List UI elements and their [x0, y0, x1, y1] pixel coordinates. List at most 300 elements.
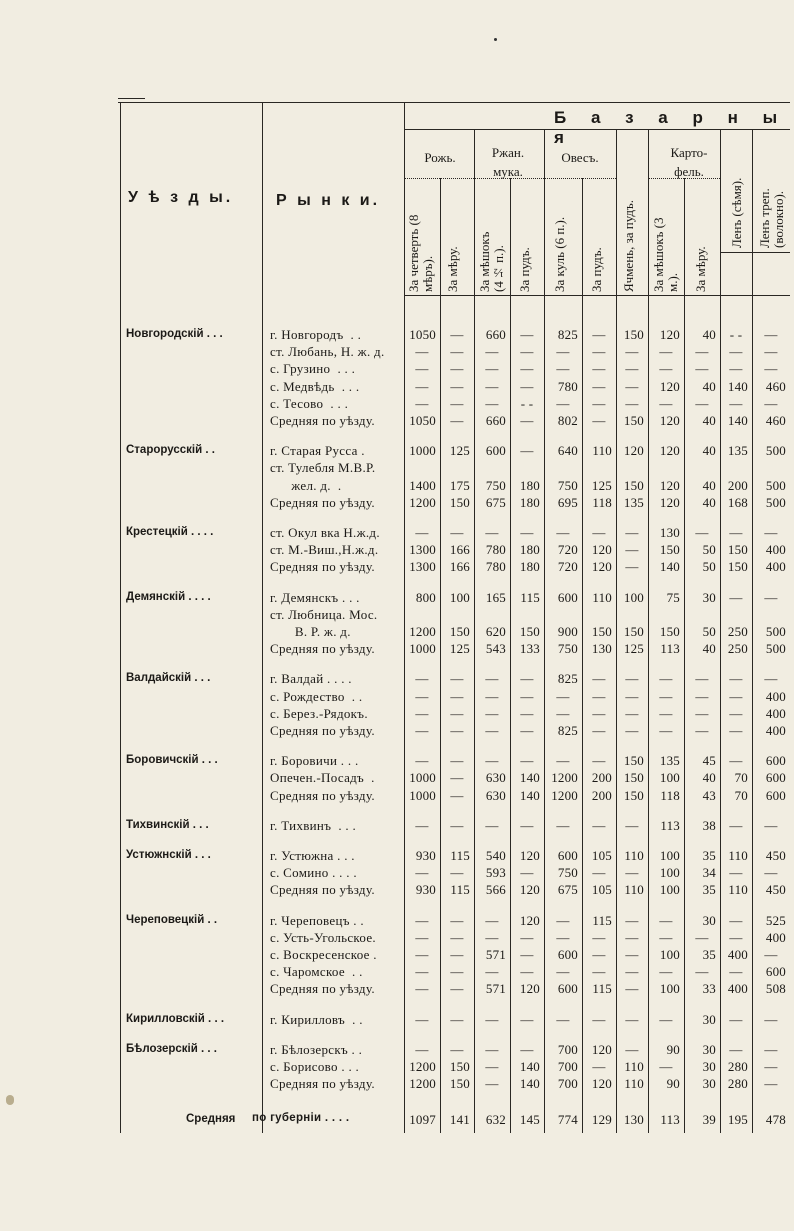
value-cell: —: [729, 395, 743, 411]
value-cell: 118: [660, 787, 680, 803]
subheader-muka-pud: За пудъ.: [517, 247, 532, 292]
value-cell: —: [729, 964, 743, 980]
value-cell: 45: [702, 753, 716, 769]
value-cell: —: [729, 817, 743, 833]
value-cell: —: [520, 964, 534, 980]
value-cell: 40: [702, 327, 716, 342]
market-name: Средняя по уѣзду.: [270, 494, 375, 510]
value-cell: 500: [765, 494, 786, 510]
value-cell: 120: [623, 443, 644, 459]
value-cell: 140: [519, 787, 540, 803]
value-cell: 180: [519, 494, 540, 510]
value-cell: —: [659, 688, 673, 704]
value-cell: —: [592, 525, 606, 540]
value-cell: —: [592, 817, 606, 833]
value-cell: 110: [624, 1076, 644, 1092]
market-name: с. Рождество . .: [270, 688, 363, 704]
value-cell: 400: [727, 981, 748, 997]
value-cell: —: [415, 865, 429, 881]
subheader-len-trep: Ленъ треп. (волокно).: [757, 188, 786, 248]
value-cell: —: [764, 361, 778, 377]
market-name: г. Новгородъ . .: [270, 327, 362, 342]
value-cell: 675: [557, 882, 578, 898]
value-cell: 133: [519, 641, 540, 657]
value-cell: —: [556, 705, 570, 721]
value-cell: 1200: [409, 624, 436, 639]
value-cell: —: [764, 1076, 778, 1092]
market-name: с. Тесово . . .: [270, 395, 349, 411]
value-cell: 1200: [551, 770, 578, 786]
value-cell: —: [556, 929, 570, 945]
value-cell: 632: [485, 1112, 506, 1128]
value-cell: 145: [519, 1112, 540, 1128]
value-cell: —: [729, 671, 743, 687]
uezd-name: Кирилловскій . . .: [126, 1012, 225, 1025]
value-cell: 825: [557, 327, 578, 342]
value-cell: —: [520, 929, 534, 945]
value-cell: 140: [519, 1059, 540, 1074]
value-cell: 750: [485, 477, 506, 493]
value-cell: —: [415, 1041, 429, 1057]
value-cell: —: [764, 1059, 778, 1074]
value-cell: 280: [727, 1076, 748, 1092]
value-cell: —: [485, 723, 499, 738]
value-cell: 38: [702, 817, 716, 833]
value-cell: 115: [450, 882, 470, 898]
value-cell: —: [625, 671, 639, 687]
value-cell: 40: [702, 477, 716, 493]
market-name: г. Валдай . . . .: [270, 671, 352, 687]
value-cell: 40: [702, 770, 716, 786]
value-cell: —: [592, 327, 606, 342]
value-cell: —: [415, 981, 429, 997]
value-cell: 130: [591, 641, 612, 657]
value-cell: 400: [765, 688, 786, 704]
market-name: с. Усть-Угольское.: [270, 929, 376, 945]
market-name: с. Берез.-Рядокъ.: [270, 705, 368, 721]
value-cell: —: [450, 912, 464, 928]
value-cell: —: [764, 525, 778, 540]
value-cell: 150: [659, 624, 680, 639]
value-cell: —: [556, 753, 570, 769]
value-cell: —: [556, 525, 570, 540]
value-cell: —: [556, 964, 570, 980]
value-cell: —: [485, 361, 499, 377]
value-cell: 120: [519, 882, 540, 898]
value-cell: 720: [557, 542, 578, 558]
value-cell: 100: [623, 589, 644, 605]
value-cell: —: [592, 964, 606, 980]
value-cell: —: [556, 688, 570, 704]
value-cell: —: [415, 929, 429, 945]
market-name: г. Череповецъ . .: [270, 912, 364, 928]
market-name: г. Бѣлозерскъ . .: [270, 1041, 363, 1057]
value-cell: 930: [415, 882, 436, 898]
value-cell: 141: [449, 1112, 470, 1128]
value-cell: —: [729, 344, 743, 360]
value-cell: 30: [702, 1041, 716, 1057]
value-cell: —: [485, 1059, 499, 1074]
market-name: с. Чаромское . .: [270, 964, 363, 980]
value-cell: —: [625, 723, 639, 738]
value-cell: —: [592, 947, 606, 962]
value-cell: 129: [591, 1112, 612, 1128]
value-cell: —: [450, 1011, 464, 1027]
value-cell: 800: [415, 589, 436, 605]
value-cell: 600: [765, 964, 786, 980]
value-cell: 150: [623, 477, 644, 493]
value-cell: 100: [659, 882, 680, 898]
value-cell: —: [625, 542, 639, 558]
value-cell: —: [592, 344, 606, 360]
value-cell: —: [415, 912, 429, 928]
header-uezdy: У ѣ з д ы.: [128, 189, 234, 206]
value-cell: —: [520, 817, 534, 833]
value-cell: —: [485, 753, 499, 769]
value-cell: 130: [659, 525, 680, 540]
value-cell: —: [592, 378, 606, 394]
value-cell: 1050: [409, 327, 436, 342]
value-cell: 780: [485, 542, 506, 558]
value-cell: 500: [765, 443, 786, 459]
value-cell: —: [625, 344, 639, 360]
value-cell: —: [450, 723, 464, 738]
value-cell: 166: [449, 559, 470, 575]
value-cell: —: [450, 865, 464, 881]
value-cell: —: [450, 787, 464, 803]
market-name: Средняя по уѣзду.: [270, 641, 375, 657]
subheader-yachmen: Ячмень, за пудъ.: [621, 200, 636, 292]
value-cell: —: [764, 671, 778, 687]
value-cell: 400: [765, 929, 786, 945]
value-cell: —: [592, 1059, 606, 1074]
value-cell: 500: [765, 477, 786, 493]
value-cell: —: [520, 865, 534, 881]
value-cell: 70: [734, 787, 748, 803]
value-cell: 600: [557, 589, 578, 605]
table-top-rule: [118, 102, 790, 103]
value-cell: —: [520, 525, 534, 540]
value-cell: —: [592, 1011, 606, 1027]
header-rule-4: [720, 252, 790, 253]
value-cell: 135: [659, 753, 680, 769]
value-cell: 105: [591, 882, 612, 898]
value-cell: 543: [485, 641, 506, 657]
value-cell: —: [625, 525, 639, 540]
value-cell: —: [729, 929, 743, 945]
market-name: г. Устюжна . . .: [270, 848, 355, 863]
table-left-rule: [120, 102, 121, 1133]
value-cell: —: [485, 817, 499, 833]
value-cell: —: [695, 723, 709, 738]
value-cell: 100: [449, 589, 470, 605]
value-cell: 150: [659, 542, 680, 558]
value-cell: —: [764, 817, 778, 833]
value-cell: 120: [519, 912, 540, 928]
value-cell: 180: [519, 477, 540, 493]
value-cell: 50: [702, 559, 716, 575]
value-cell: —: [450, 705, 464, 721]
market-name: ст. Окул вка Н.ж.д.: [270, 525, 380, 540]
value-cell: 400: [765, 542, 786, 558]
header-group-oves: Овесъ.: [561, 150, 599, 165]
value-cell: —: [450, 344, 464, 360]
value-cell: 100: [659, 865, 680, 881]
value-cell: 195: [727, 1112, 748, 1128]
value-cell: 115: [592, 912, 612, 928]
value-cell: 30: [702, 1059, 716, 1074]
value-cell: 100: [659, 947, 680, 962]
value-cell: 125: [623, 641, 644, 657]
value-cell: 30: [702, 912, 716, 928]
value-cell: —: [450, 378, 464, 394]
value-cell: 200: [591, 787, 612, 803]
value-cell: 120: [519, 848, 540, 863]
value-cell: —: [450, 981, 464, 997]
value-cell: —: [415, 705, 429, 721]
market-column-rule: [262, 102, 263, 1133]
value-cell: 35: [702, 947, 716, 962]
value-cell: 450: [765, 848, 786, 863]
value-cell: 1200: [409, 1076, 436, 1092]
value-cell: 140: [519, 1076, 540, 1092]
value-cell: 200: [591, 770, 612, 786]
value-cell: —: [556, 1011, 570, 1027]
value-cell: —: [485, 929, 499, 945]
market-name: Средняя по уѣзду.: [270, 559, 375, 575]
value-cell: 825: [557, 723, 578, 738]
market-name: ст. Любница. Мос.: [270, 606, 378, 622]
uezd-name: Череповецкій . .: [126, 913, 218, 926]
market-name: г. Боровичи . . .: [270, 753, 359, 769]
value-cell: 120: [659, 378, 680, 394]
value-cell: 600: [557, 947, 578, 962]
value-cell: 120: [659, 413, 680, 428]
value-cell: 140: [727, 378, 748, 394]
value-cell: 125: [449, 641, 470, 657]
value-cell: 40: [702, 641, 716, 657]
value-cell: —: [625, 817, 639, 833]
value-cell: 120: [659, 327, 680, 342]
value-cell: —: [625, 688, 639, 704]
value-cell: —: [659, 395, 673, 411]
market-name: г. Тихвинъ . . .: [270, 817, 357, 833]
value-cell: 1097: [409, 1112, 436, 1128]
value-cell: 125: [449, 443, 470, 459]
value-cell: 150: [623, 327, 644, 342]
value-cell: —: [485, 525, 499, 540]
value-cell: 100: [659, 981, 680, 997]
value-cell: 600: [765, 770, 786, 786]
value-cell: 50: [702, 624, 716, 639]
value-cell: 660: [485, 413, 506, 428]
value-cell: —: [659, 929, 673, 945]
subheader-len-semya: Ленъ (сѣмя).: [729, 177, 744, 248]
value-cell: 35: [702, 848, 716, 863]
market-name: ст. Тулебля М.В.Р.: [270, 460, 376, 476]
value-cell: 43: [702, 787, 716, 803]
value-cell: 110: [592, 443, 612, 459]
value-cell: 140: [727, 413, 748, 428]
value-cell: —: [415, 344, 429, 360]
value-cell: 600: [485, 443, 506, 459]
value-cell: 150: [623, 624, 644, 639]
header-group-kartofel: Карто- фель.: [670, 145, 708, 179]
value-cell: 200: [727, 477, 748, 493]
value-cell: —: [695, 395, 709, 411]
subheader-rozh-chetvert: За четверть (8 мѣръ).: [406, 214, 435, 292]
value-cell: —: [695, 361, 709, 377]
subheader-rozh-mera: За мѣру.: [445, 246, 460, 292]
value-cell: —: [450, 361, 464, 377]
value-cell: 280: [727, 1059, 748, 1074]
value-cell: —: [592, 361, 606, 377]
value-cell: —: [415, 378, 429, 394]
market-name: г. Старая Русса .: [270, 443, 365, 459]
value-cell: —: [520, 327, 534, 342]
value-cell: —: [764, 865, 778, 881]
uezd-name: Новгородскій . . .: [126, 328, 223, 340]
market-name: с. Грузино . . .: [270, 361, 356, 377]
value-cell: 110: [728, 848, 748, 863]
value-cell: 500: [765, 641, 786, 657]
market-name: с. Сомино . . . .: [270, 865, 357, 881]
value-cell: 150: [623, 413, 644, 428]
market-name: с. Медвѣдь . . .: [270, 378, 360, 394]
value-cell: 700: [557, 1041, 578, 1057]
subheader-muka-meshok: За мѣшокъ (4½ п.).: [477, 231, 506, 292]
uezd-name: Валдайскій . . .: [126, 672, 211, 685]
value-cell: 1050: [409, 413, 436, 428]
value-cell: —: [625, 361, 639, 377]
value-cell: —: [659, 1059, 673, 1074]
value-cell: 900: [557, 624, 578, 639]
value-cell: 825: [557, 671, 578, 687]
value-cell: —: [729, 723, 743, 738]
value-cell: 1000: [409, 443, 436, 459]
market-name: ст. Любань, Н. ж. д.: [270, 344, 385, 360]
value-cell: —: [729, 1011, 743, 1027]
value-cell: 780: [557, 378, 578, 394]
market-name: с. Воскресенское .: [270, 947, 377, 962]
value-cell: —: [764, 1041, 778, 1057]
value-cell: 600: [765, 787, 786, 803]
value-cell: 1000: [409, 770, 436, 786]
value-cell: 115: [520, 589, 540, 605]
value-cell: —: [415, 817, 429, 833]
value-cell: —: [520, 723, 534, 738]
value-cell: —: [592, 865, 606, 881]
value-cell: —: [520, 671, 534, 687]
value-cell: —: [450, 525, 464, 540]
value-cell: —: [485, 378, 499, 394]
value-cell: —: [450, 964, 464, 980]
value-cell: 695: [557, 494, 578, 510]
value-cell: —: [695, 964, 709, 980]
uezd-name: Крестецкій . . . .: [126, 526, 214, 538]
value-cell: 150: [623, 787, 644, 803]
value-cell: —: [520, 688, 534, 704]
value-cell: —: [485, 1076, 499, 1092]
uezd-name: Средняя: [186, 1113, 236, 1126]
market-name: В. Р. ж. д.: [270, 624, 351, 639]
value-cell: —: [625, 559, 639, 575]
value-cell: 168: [727, 494, 748, 510]
value-cell: —: [485, 344, 499, 360]
value-cell: 802: [557, 413, 578, 428]
value-cell: 460: [765, 413, 786, 428]
value-cell: 30: [702, 589, 716, 605]
value-cell: —: [520, 947, 534, 962]
value-cell: 120: [591, 1076, 612, 1092]
value-cell: 630: [485, 787, 506, 803]
value-cell: —: [625, 1011, 639, 1027]
value-cell: —: [695, 525, 709, 540]
value-cell: —: [695, 688, 709, 704]
header-top-title: Б а з а р н ы я: [554, 108, 788, 147]
value-cell: —: [659, 723, 673, 738]
value-cell: —: [659, 705, 673, 721]
value-cell: —: [729, 705, 743, 721]
uezd-name: Устюжнскій . . .: [126, 849, 211, 861]
value-cell: —: [450, 671, 464, 687]
value-cell: —: [520, 361, 534, 377]
value-cell: —: [659, 344, 673, 360]
value-cell: 40: [702, 378, 716, 394]
value-cell: —: [592, 413, 606, 428]
value-cell: —: [450, 413, 464, 428]
market-name: Средняя по уѣзду.: [270, 882, 375, 898]
value-cell: 250: [727, 641, 748, 657]
value-cell: —: [729, 361, 743, 377]
value-cell: —: [520, 378, 534, 394]
subheader-kartofel-mera: За мѣру.: [693, 246, 708, 292]
value-cell: 525: [765, 912, 786, 928]
value-cell: 700: [557, 1076, 578, 1092]
value-cell: 478: [765, 1112, 786, 1128]
value-cell: —: [729, 912, 743, 928]
value-cell: 34: [702, 865, 716, 881]
value-cell: 1200: [409, 494, 436, 510]
value-cell: 675: [485, 494, 506, 510]
value-cell: 90: [666, 1041, 680, 1057]
value-cell: —: [556, 344, 570, 360]
value-cell: 150: [519, 624, 540, 639]
value-cell: 120: [659, 477, 680, 493]
value-cell: 120: [519, 981, 540, 997]
value-cell: —: [695, 671, 709, 687]
value-cell: 400: [765, 723, 786, 738]
subheader-kartofel-meshok: За мѣшокъ (3 м.).: [651, 217, 680, 292]
value-cell: —: [450, 817, 464, 833]
value-cell: —: [485, 1041, 499, 1057]
value-cell: 660: [485, 327, 506, 342]
value-cell: —: [625, 981, 639, 997]
value-cell: 1300: [409, 559, 436, 575]
value-cell: 120: [659, 443, 680, 459]
value-cell: —: [729, 688, 743, 704]
value-cell: 400: [765, 705, 786, 721]
value-cell: 620: [485, 624, 506, 639]
value-cell: —: [556, 912, 570, 928]
value-cell: —: [520, 1011, 534, 1027]
value-cell: —: [592, 723, 606, 738]
value-cell: 105: [591, 848, 612, 863]
value-cell: —: [625, 705, 639, 721]
market-name: по губерніи . . . .: [252, 1112, 350, 1125]
ink-speck: [494, 38, 497, 41]
value-cell: 120: [591, 559, 612, 575]
